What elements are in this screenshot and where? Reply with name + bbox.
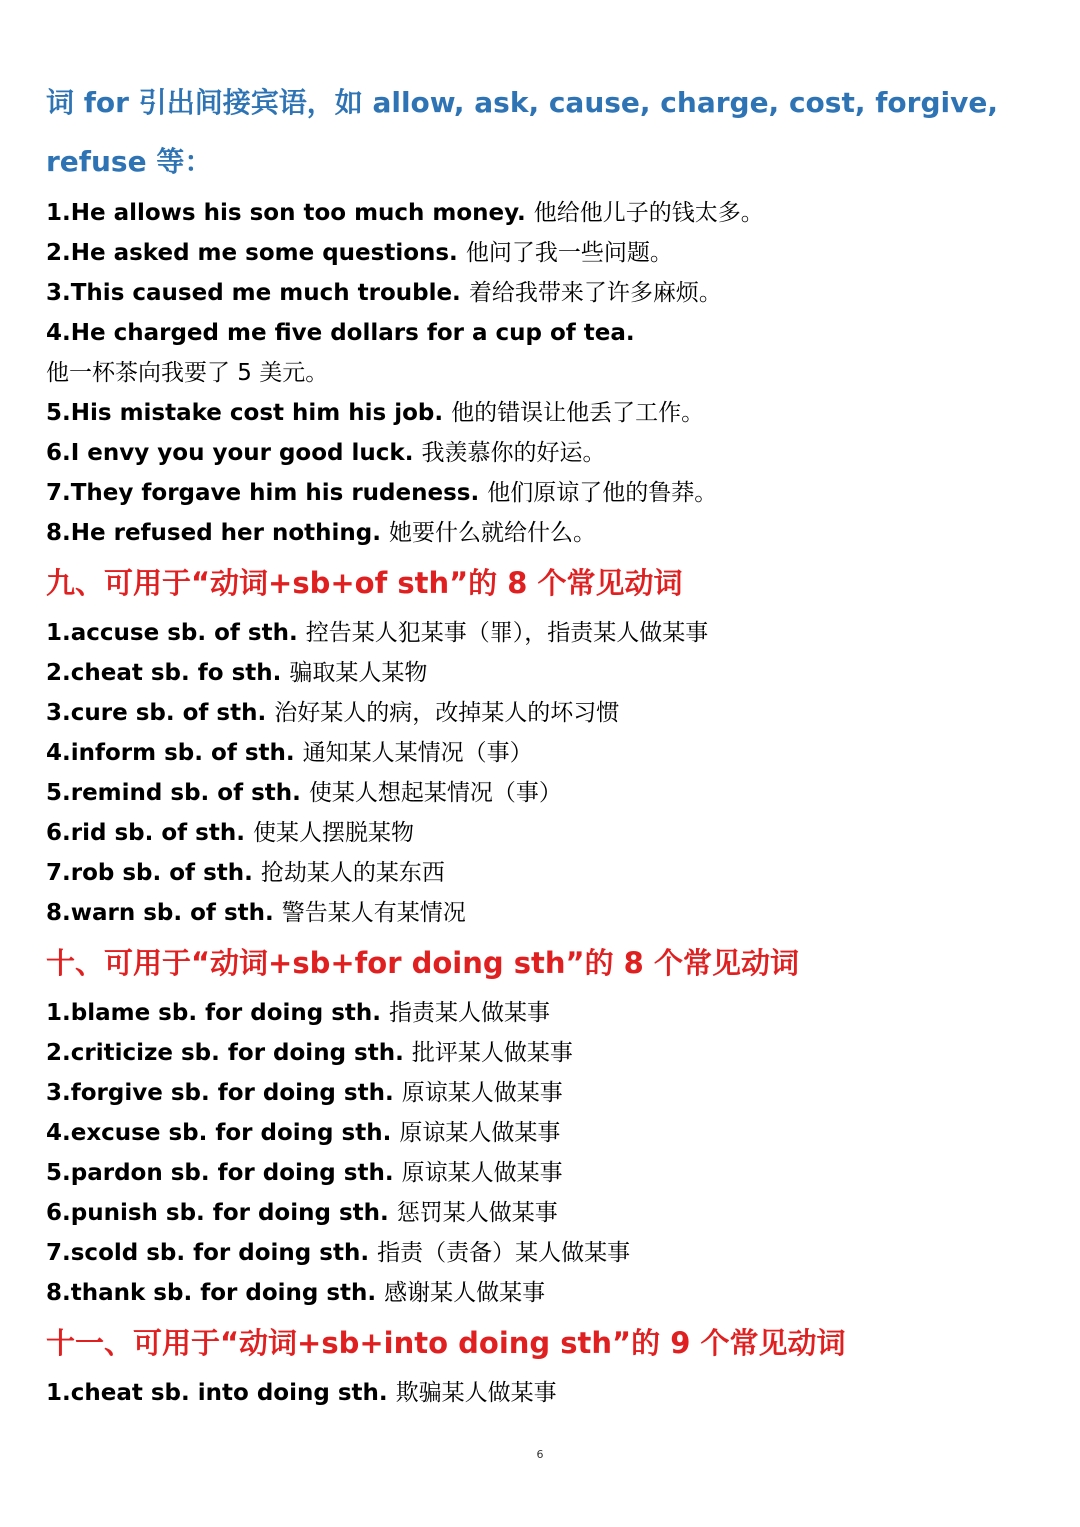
section-heading-9: 九、可用于“动词+sb+of sth”的 8 个常见动词: [46, 566, 683, 600]
verb-phrase-item: 3.cure sb. of sth. 治好某人的病，改掉某人的坏习惯: [46, 700, 620, 726]
verb-phrase-item: 1.accuse sb. of sth. 控告某人犯某事（罪），指责某人做某事: [46, 620, 709, 646]
verb-phrase-item: 4.excuse sb. for doing sth. 原谅某人做某事: [46, 1120, 561, 1146]
example-sentence: 4.He charged me five dollars for a cup of tea.: [46, 320, 635, 346]
example-sentence: 2.He asked me some questions. 他问了我一些问题。: [46, 240, 673, 266]
verb-phrase-item: 6.punish sb. for doing sth. 惩罚某人做某事: [46, 1200, 558, 1226]
verb-phrase-item: 2.cheat sb. fo sth. 骗取某人某物: [46, 660, 428, 686]
intro-line-1: 词 for 引出间接宾语，如 allow, ask, cause, charge, cost, forgive,: [46, 86, 998, 119]
verb-phrase-item: 1.cheat sb. into doing sth. 欺骗某人做某事: [46, 1380, 557, 1406]
example-sentence: 6.I envy you your good luck. 我羡慕你的好运。: [46, 440, 606, 466]
verb-phrase-item: 7.rob sb. of sth. 抢劫某人的某东西: [46, 860, 445, 886]
section-heading-11: 十一、可用于“动词+sb+into doing sth”的 9 个常见动词: [46, 1326, 846, 1360]
verb-phrase-item: 3.forgive sb. for doing sth. 原谅某人做某事: [46, 1080, 563, 1106]
verb-phrase-item: 6.rid sb. of sth. 使某人摆脱某物: [46, 820, 414, 846]
verb-phrase-item: 4.inform sb. of sth. 通知某人某情况（事）: [46, 740, 533, 766]
verb-phrase-item: 5.pardon sb. for doing sth. 原谅某人做某事: [46, 1160, 563, 1186]
example-sentence: 3.This caused me much trouble. 着给我带来了许多麻烦。: [46, 280, 722, 306]
verb-phrase-item: 8.thank sb. for doing sth. 感谢某人做某事: [46, 1280, 546, 1306]
verb-phrase-item: 8.warn sb. of sth. 警告某人有某情况: [46, 900, 466, 926]
example-sentence: 1.He allows his son too much money. 他给他儿子的钱太多。: [46, 200, 764, 226]
example-sentence: 5.His mistake cost him his job. 他的错误让他丢了工作。: [46, 400, 705, 426]
verb-phrase-item: 1.blame sb. for doing sth. 指责某人做某事: [46, 1000, 551, 1026]
verb-phrase-item: 7.scold sb. for doing sth. 指责（责备）某人做某事: [46, 1240, 631, 1266]
verb-phrase-item: 2.criticize sb. for doing sth. 批评某人做某事: [46, 1040, 573, 1066]
example-sentence: 7.They forgave him his rudeness. 他们原谅了他的鲁莽。: [46, 480, 718, 506]
example-translation: 他一杯茶向我要了 5 美元。: [46, 360, 329, 386]
intro-line-2: refuse 等：: [46, 145, 213, 178]
verb-phrase-item: 5.remind sb. of sth. 使某人想起某情况（事）: [46, 780, 562, 806]
page-number: 6: [536, 1448, 544, 1461]
example-sentence: 8.He refused her nothing. 她要什么就给什么。: [46, 520, 597, 546]
section-heading-10: 十、可用于“动词+sb+for doing sth”的 8 个常见动词: [46, 946, 799, 980]
